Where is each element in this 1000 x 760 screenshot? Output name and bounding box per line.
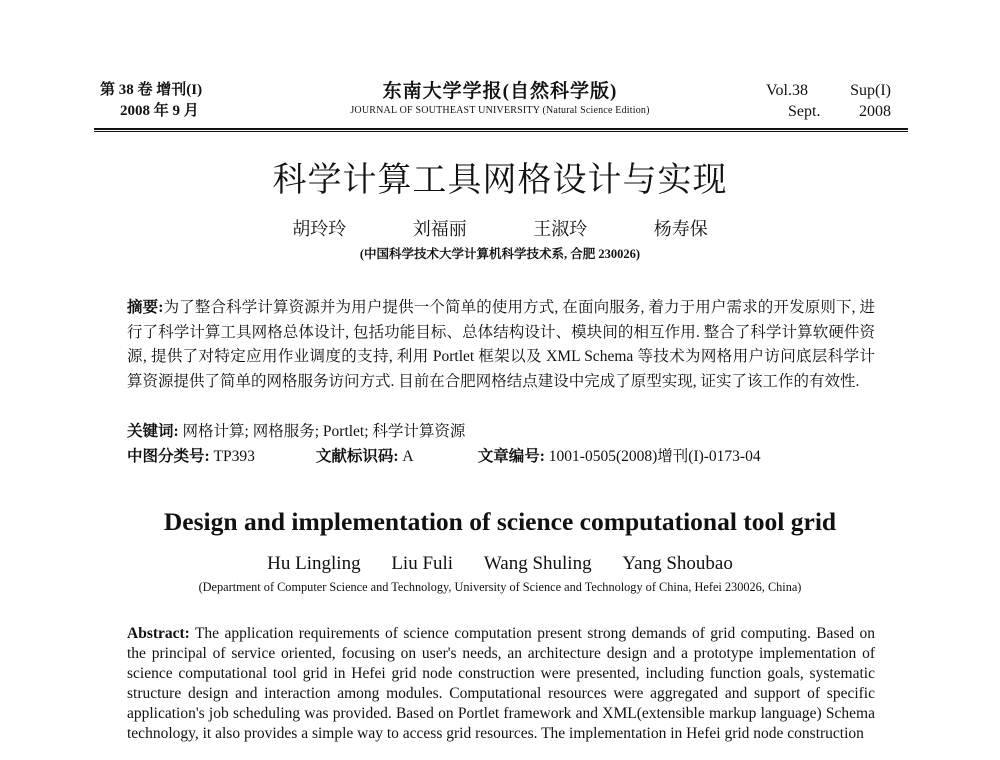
year-en: 2008 bbox=[859, 103, 891, 120]
paper-title-en: Design and implementation of science computational tool grid bbox=[163, 507, 837, 536]
classification-cn bbox=[127, 444, 887, 466]
keywords-cn bbox=[127, 419, 465, 441]
volume-issue: 第 38 卷 增刊(I) bbox=[100, 82, 203, 98]
doc-code-label: 文献标识码: bbox=[315, 448, 399, 465]
author-en: Wang Shuling bbox=[483, 553, 592, 574]
abstract-cn bbox=[127, 296, 875, 394]
author-en: Hu Lingling bbox=[267, 553, 361, 574]
author-list-en bbox=[0, 553, 1000, 575]
abstract-en-label: Abstract: bbox=[127, 625, 190, 642]
supplement-en: Sup(I) bbox=[850, 82, 891, 99]
abstract-en-text: The application requirements of science computation present strong demands of grid computing. Based on the principal of service oriented, focusing on user's needs, an architecture design and a prototype implementation of science computational tool grid in Hefei grid node construction were presented, including function goals, systematic structure design and interaction among modules. Computational resources were aggregated and support of specific application's job scheduling was provided. Based on Portlet framework and XML(extensible markup language) Schema technology, it also provides a simple way to access grid resources. The implementation in Hefei grid node construction bbox=[127, 625, 875, 742]
author-cn: 胡玲玲 bbox=[292, 219, 347, 239]
abstract-cn-label: 摘要: bbox=[127, 299, 164, 316]
author-cn: 杨寿保 bbox=[653, 219, 708, 239]
journal-title-cn: 东南大学学报(自然科学版) bbox=[382, 81, 618, 102]
author-cn: 刘福丽 bbox=[412, 219, 467, 239]
keywords-cn-text: 网格计算; 网格服务; Portlet; 科学计算资源 bbox=[182, 423, 466, 440]
clc-label: 中图分类号: bbox=[127, 448, 210, 465]
abstract-en bbox=[127, 624, 875, 744]
abstract-cn-text: 为了整合科学计算资源并为用户提供一个简单的使用方式, 在面向服务, 着力于用户需求的开发原则下, 进行了科学计算工具网格总体设计, 包括功能目标、总体结构设计、模块间的相互作用. 整合了科学计算软硬件资源, 提供了对特定应用作业调度的支持, 利用 Portlet 框架以及 XML Schema 等技术为网格用户访问底层科学计算资源提供了简单的网格服务访问方式. 目前在合肥网格结点建设中完成了原型实现, 证实了该工作的有效性. bbox=[127, 299, 875, 390]
affiliation-cn: (中国科学技术大学计算机科学技术系, 合肥 230026) bbox=[359, 247, 641, 261]
header-rule-thick bbox=[94, 128, 908, 130]
journal-title-en: JOURNAL OF SOUTHEAST UNIVERSITY (Natural Science Edition) bbox=[350, 105, 650, 116]
article-number-label: 文章编号: bbox=[477, 448, 545, 465]
author-en: Yang Shoubao bbox=[622, 553, 733, 574]
author-en: Liu Fuli bbox=[391, 553, 454, 574]
author-cn: 王淑玲 bbox=[533, 219, 588, 239]
author-list-cn bbox=[0, 215, 1000, 241]
month-en: Sept. bbox=[788, 103, 821, 120]
journal-volume-info-en bbox=[766, 80, 891, 122]
affiliation-en: (Department of Computer Science and Technology, University of Science and Technology of China, Hefei 230026, China) bbox=[198, 580, 802, 594]
publication-date-cn: 2008 年 9 月 bbox=[120, 103, 199, 119]
keywords-cn-label: 关键词: bbox=[127, 423, 179, 440]
header-rule-thin bbox=[94, 131, 908, 132]
clc-value: TP393 bbox=[213, 448, 255, 465]
paper-title-cn: 科学计算工具网格设计与实现 bbox=[272, 160, 728, 200]
doc-code-value: A bbox=[402, 448, 414, 465]
volume-en: Vol.38 bbox=[766, 82, 808, 99]
article-number-value: 1001-0505(2008)增刊(I)-0173-04 bbox=[548, 448, 761, 465]
